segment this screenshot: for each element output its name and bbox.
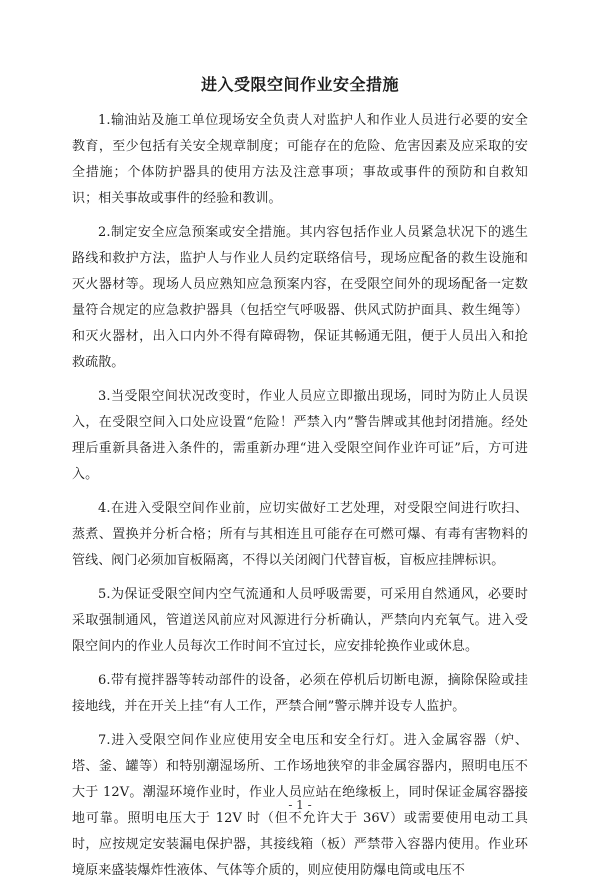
paragraph-7: 7.进入受限空间作业应使用安全电压和安全行灯。进入金属容器（炉、塔、釜、罐等）和特别潮湿场所、工作场地狭窄的非金属容器内，照明电压不大于 12V。潮湿环境作业时，作业人员应站在绝缘板上，同时保证金属容器接地可靠。照明电压大于 12V 时（但不允许大于 36V）或需要使用电动工具时，应按规定安装漏电保护器，其接线箱（板）严禁带入容器内使用。作业环境原来盛装爆炸性液体、气体等介质的，则应使用防爆电筒或电压不 xyxy=(72,733,528,878)
page-title: 进入受限空间作业安全措施 xyxy=(200,75,399,94)
paragraph-2: 2.制定安全应急预案或安全措施。其内容包括作业人员紧急状况下的逃生路线和救护方法，监护人与作业人员约定联络信号，现场应配备的救生设施和灭火器材等。现场人员应熟知应急预案内容，在受限空间外的现场配备一定数量符合规定的应急救护器具（包括空气呼吸器、供风式防护面具、救生绳等）和灭火器材，出入口内外不得有障碍物，保证其畅通无阻，便于人员出入和抢救疏散。 xyxy=(72,225,528,370)
paragraph-1: 1.输油站及施工单位现场安全负责人对监护人和作业人员进行必要的安全教育，至少包括有关安全规章制度；可能存在的危险、危害因素及应采取的安全措施；个体防护器具的使用方法及注意事项；事故或事件的预防和自救知识；相关事故或事件的经验和教训。 xyxy=(72,113,528,206)
page-number: - 1 - xyxy=(288,798,312,812)
paragraph-5: 5.为保证受限空间内空气流通和人员呼吸需要，可采用自然通风，必要时采取强制通风，管道送风前应对风源进行分析确认，严禁向内充氧气。进入受限空间内的作业人员每次工作时间不宜过长，应安排轮换作业或休息。 xyxy=(72,587,528,654)
paragraph-6: 6.带有搅拌器等转动部件的设备，必须在停机后切断电源，摘除保险或挂接地线，并在开关上挂“有人工作，严禁合闸”警示牌并设专人监护。 xyxy=(72,673,528,714)
document-body xyxy=(72,108,528,892)
paragraph-3: 3.当受限空间状况改变时，作业人员应立即撤出现场，同时为防止人员误入，在受限空间入口处应设置“危险！严禁入内”警告牌或其他封闭措施。经处理后重新具备进入条件的，需重新办理“进入受限空间作业许可证”后，方可进入。 xyxy=(72,389,528,482)
paragraph-4: 4.在进入受限空间作业前，应切实做好工艺处理，对受限空间进行吹扫、蒸煮、置换并分析合格；所有与其相连且可能存在可燃可爆、有毒有害物料的管线、阀门必须加盲板隔离，不得以关闭阀门代替盲板，盲板应挂牌标识。 xyxy=(72,501,528,568)
